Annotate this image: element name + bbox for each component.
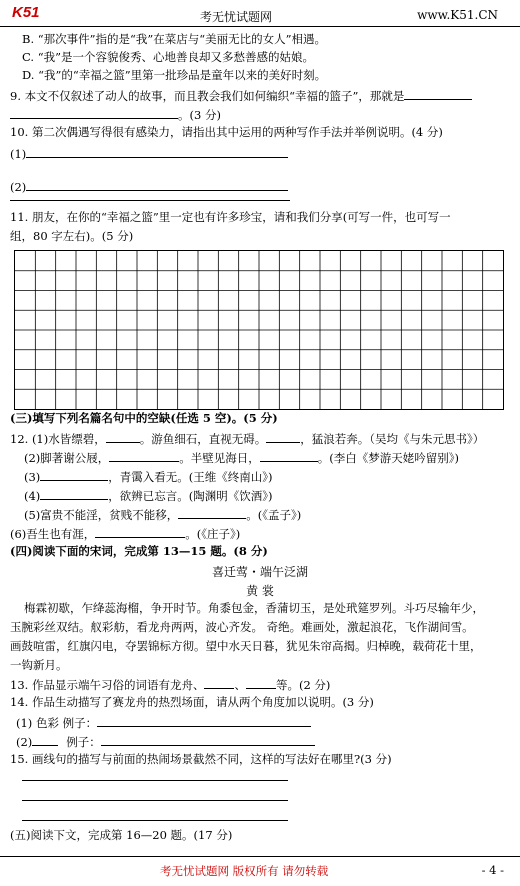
question-12-1: 12. (1)水皆缥碧， 。游鱼细石，直视无碍。 ，猛浪若奔。（吴均《与朱元思书》） [10,432,485,446]
poem-title: 喜迁莺・端午泛湖 [211,565,308,579]
question-15: 15. 画线句的描写与前面的热闹场景截然不同，这样的写法好在哪里?(3 分) [10,752,392,766]
section-3-title: (三)填写下列名篇名句中的空缺(任选 5 空)。(5 分) [10,411,278,425]
question-11-cont: 组，80 字左右)。(5 分) [10,229,134,243]
writing-grid [14,250,504,410]
site-logo: K51 [12,4,40,21]
question-10-2: (2) [10,178,288,195]
question-10: 10. 第二次偶遇写得很有感染力，请指出其中运用的两种写作手法并举例说明。(4 分) [10,125,443,139]
page-header [0,0,520,27]
question-10-1: (1) [10,145,288,162]
site-title: 考无忧试题网 [200,10,273,24]
poem-line-3: 画鼓喧雷，红旗闪电，夺罢锦标方彻。望中水天日暮，犹见朱帘高揭。归棹晚，载荷花十里， [10,639,482,653]
page-footer [0,856,520,881]
question-12-4: (4) ，欲辨已忘言。(陶渊明《饮酒》) [24,489,273,503]
question-12-2: (2)脚著谢公屐， 。半壁见海日， 。(李白《梦游天姥吟留别》) [24,451,460,465]
footer-text: 考无忧试题网 版权所有 请勿转载 [160,864,329,878]
question-12-5: (5)富贵不能淫，贫贱不能移， 。(《孟子》) [24,508,302,522]
question-14: 14. 作品生动描写了赛龙舟的热烈场面，请从两个角度加以说明。(3 分) [10,695,374,709]
question-14-2: (2) 例子： [16,733,315,750]
question-9-cont: 。(3 分) [10,106,221,123]
page-number: - 4 - [481,863,504,877]
question-13: 13. 作品显示端午习俗的词语有龙舟、 、 等。(2 分) [10,678,331,692]
answer-line [10,200,290,201]
option-d: D. “我”的“幸福之篮”里第一批珍品是童年以来的美好时刻。 [22,68,327,82]
question-9: 9. 本文不仅叙述了动人的故事，而且教会我们如何编织“幸福的篮子”，那就是 [10,87,472,104]
answer-line [22,820,288,821]
question-12-6: (6)吾生也有涯， 。(《庄子》) [10,527,241,541]
poem-line-2: 玉腕彩丝双结。舣彩舫，看龙舟两两，波心齐发。 奇绝。难画处，激起浪花，飞作湖间雪。 [10,620,474,634]
section-4-title: (四)阅读下面的宋词，完成第 13—15 题。(8 分) [10,544,268,558]
option-c: C. “我”是一个容貌俊秀、心地善良却又多愁善感的姑娘。 [22,50,314,64]
question-12-3: (3) ，青霭入看无。(王维《终南山》) [24,470,273,484]
answer-line [22,780,288,781]
question-11: 11. 朋友，在你的“幸福之篮”里一定也有许多珍宝，请和我们分享(可写一件，也可写一 [10,210,451,224]
option-b: B. “那次事件”指的是“我”在菜店与“美丽无比的女人”相遇。 [22,32,327,46]
poem-author: 黄 裳 [246,584,274,598]
question-14-1: (1) 色彩 例子： [16,714,311,731]
poem-line-1: 梅霖初歇，乍绛蕊海榴，争开时节。角黍包金，香蒲切玉，是处玳筵罗列。斗巧尽输年少， [24,601,484,615]
section-5-title: (五)阅读下文，完成第 16—20 题。(17 分) [10,828,233,842]
poem-line-4: 一钩新月。 [10,658,68,672]
site-url: www.K51.CN [417,8,498,22]
answer-line [22,800,288,801]
